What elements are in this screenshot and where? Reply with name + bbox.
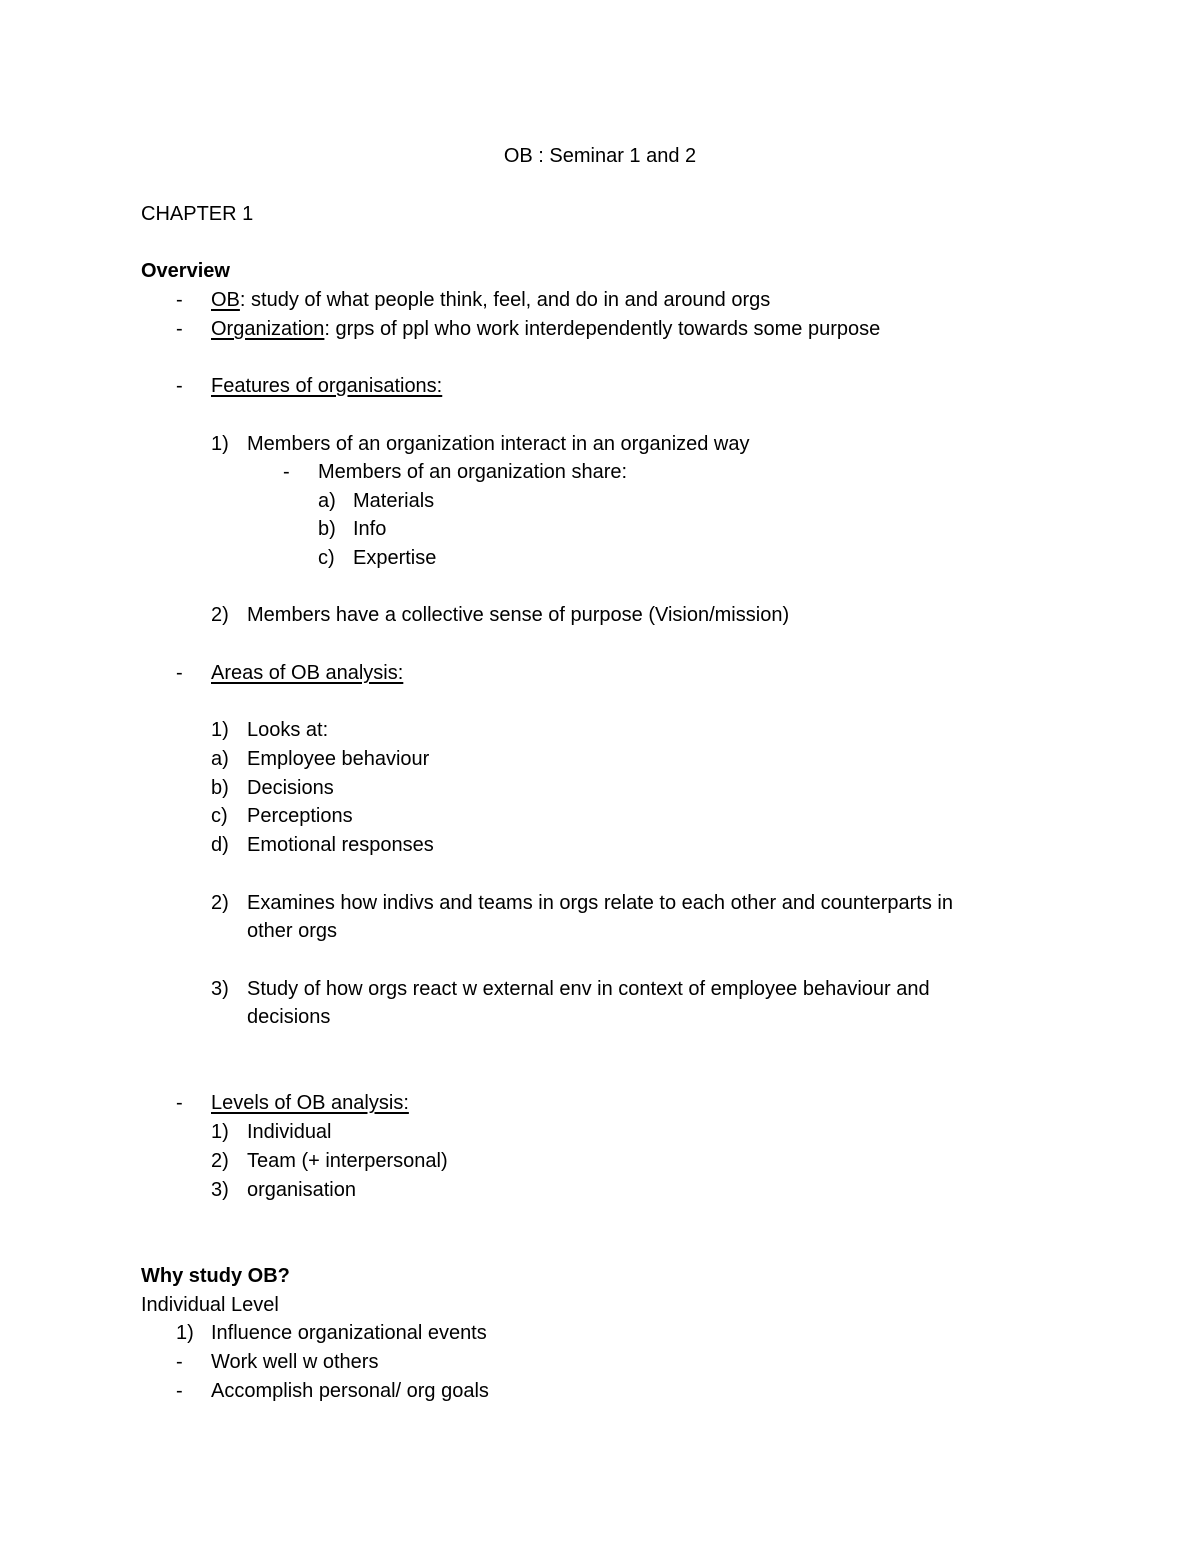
bullet-dash: - (176, 1092, 183, 1114)
number-marker: 3) (211, 978, 229, 1000)
def-text: : grps of ppl who work interdependently towards some purpose (324, 318, 881, 340)
areas-item-2-line-2: other orgs (247, 920, 338, 942)
def-term: OB (211, 289, 240, 311)
why-bullet: Accomplish personal/ org goals (211, 1380, 489, 1402)
number-marker: 2) (211, 604, 229, 626)
areas-item-3-line-1: Study of how orgs react w external env in context of employee behaviour and (247, 978, 930, 1000)
number-marker: 3) (211, 1179, 229, 1201)
def-text: : study of what people think, feel, and do in and around orgs (239, 289, 771, 311)
looks-item: Decisions (247, 777, 334, 799)
letter-marker: a) (318, 490, 336, 512)
letter-marker: c) (318, 547, 335, 569)
letter-marker: d) (211, 834, 229, 856)
levels-item: organisation (247, 1179, 356, 1201)
bullet-dash: - (176, 1380, 183, 1402)
levels-item: Individual (247, 1121, 332, 1143)
number-marker: 2) (211, 892, 229, 914)
number-marker: 1) (211, 1121, 229, 1143)
letter-marker: c) (211, 805, 228, 827)
why-heading: Why study OB? (141, 1265, 290, 1287)
features-item-2: Members have a collective sense of purpose (Vision/mission) (247, 604, 790, 626)
levels-heading: Levels of OB analysis: (211, 1092, 409, 1114)
why-bullet: Work well w others (211, 1351, 379, 1373)
overview-heading: Overview (141, 260, 230, 282)
why-subheading: Individual Level (141, 1294, 279, 1316)
chapter-heading: CHAPTER 1 (141, 203, 254, 225)
features-item-1: Members of an organization interact in an organized way (247, 433, 750, 455)
looks-item: Perceptions (247, 805, 353, 827)
bullet-dash: - (176, 662, 183, 684)
features-heading: Features of organisations: (211, 375, 443, 397)
bullet-dash: - (176, 375, 183, 397)
def-term: Organization (211, 318, 325, 340)
bullet-dash: - (176, 289, 183, 311)
bullet-dash: - (176, 318, 183, 340)
share-item: Expertise (353, 547, 437, 569)
areas-item-2-line-1: Examines how indivs and teams in orgs relate to each other and counterparts in (247, 892, 953, 914)
why-item-1: Influence organizational events (211, 1322, 487, 1344)
def-ob (211, 286, 770, 314)
number-marker: 1) (176, 1322, 194, 1344)
features-share-heading: Members of an organization share: (318, 461, 628, 483)
levels-item: Team (+ interpersonal) (247, 1150, 448, 1172)
bullet-dash: - (176, 1351, 183, 1373)
letter-marker: a) (211, 748, 229, 770)
def-organization (211, 315, 880, 343)
areas-heading: Areas of OB analysis: (211, 662, 404, 684)
looks-item: Employee behaviour (247, 748, 430, 770)
number-marker: 1) (211, 719, 229, 741)
share-item: Info (353, 518, 387, 540)
share-item: Materials (353, 490, 435, 512)
number-marker: 1) (211, 433, 229, 455)
letter-marker: b) (318, 518, 336, 540)
bullet-dash: - (283, 461, 290, 483)
doc-title: OB : Seminar 1 and 2 (503, 145, 697, 167)
areas-item-3-line-2: decisions (247, 1006, 331, 1028)
areas-item-1: Looks at: (247, 719, 329, 741)
number-marker: 2) (211, 1150, 229, 1172)
letter-marker: b) (211, 777, 229, 799)
looks-item: Emotional responses (247, 834, 434, 856)
